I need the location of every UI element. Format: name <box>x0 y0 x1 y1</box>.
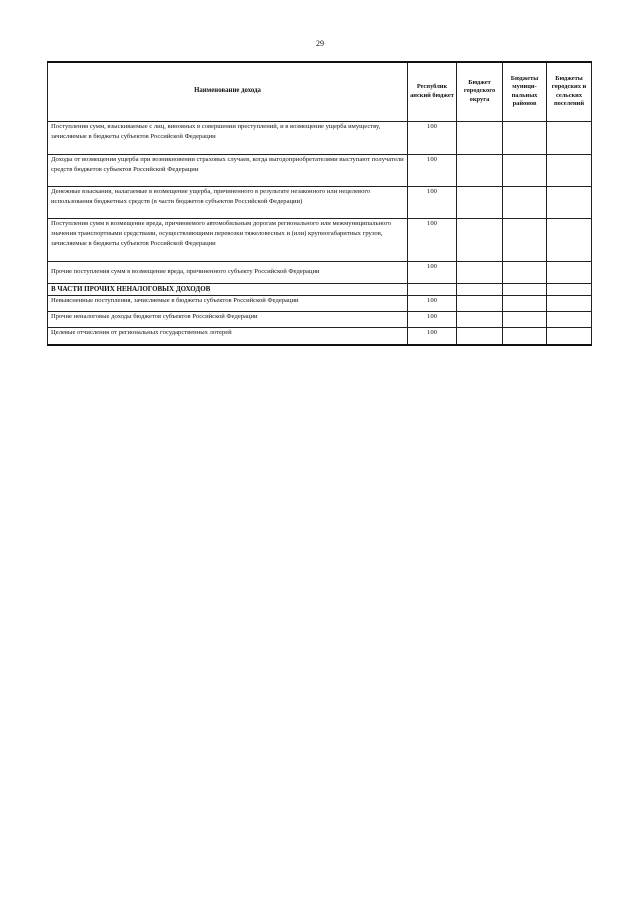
header-settlement-budgets: Бюджеты городских и сельских поселений <box>547 62 592 121</box>
revenue-name-cell: Поступления сумм, взыскиваемые с лиц, виновных в совершении преступлений, и в возмещение ущерба имуществу, зачисляемые в бюджеты субъектов Российской Федерации <box>48 121 408 154</box>
revenue-name-cell: Прочие поступления сумм в возмещение вреда, причиненного субъекту Российской Федерации <box>48 261 408 283</box>
settlement-value-cell <box>547 295 592 311</box>
municipal-value-cell <box>503 218 547 261</box>
empty-cell <box>503 283 547 295</box>
header-revenue-name: Наименование дохода <box>48 62 408 121</box>
city-value-cell <box>457 327 503 345</box>
city-value-cell <box>457 295 503 311</box>
city-value-cell <box>457 311 503 327</box>
empty-cell <box>547 283 592 295</box>
settlement-value-cell <box>547 154 592 186</box>
municipal-value-cell <box>503 311 547 327</box>
republic-value-cell: 100 <box>408 261 457 283</box>
empty-cell <box>457 283 503 295</box>
revenue-distribution-table <box>47 61 592 346</box>
settlement-value-cell <box>547 311 592 327</box>
revenue-name-cell: Денежные взыскания, налагаемые в возмещение ущерба, причиненного в результате незаконного или нецелевого использования бюджетных средств (в части бюджетов субъектов Российской Федерации) <box>48 186 408 218</box>
settlement-value-cell <box>547 218 592 261</box>
city-value-cell <box>457 121 503 154</box>
header-municipal-budgets: Бюджеты муници- пальных районов <box>503 62 547 121</box>
revenue-name-cell: Доходы от возмещения ущерба при возникновении страховых случаев, когда выгодоприобретателями выступают получатели средств бюджетов субъектов Российской Федерации <box>48 154 408 186</box>
table-row <box>48 311 592 327</box>
empty-cell <box>408 283 457 295</box>
municipal-value-cell <box>503 327 547 345</box>
municipal-value-cell <box>503 121 547 154</box>
table-row <box>48 121 592 154</box>
header-row <box>48 62 592 121</box>
republic-value-cell: 100 <box>408 311 457 327</box>
settlement-value-cell <box>547 327 592 345</box>
republic-value-cell: 100 <box>408 154 457 186</box>
republic-value-cell: 100 <box>408 186 457 218</box>
revenue-name-cell: Поступления сумм в возмещение вреда, причиняемого автомобильным дорогам регионального или межмуниципального значения транспортными средствами, осуществляющими перевозки тяжеловесных и (или) крупногабаритных грузов, зачисляемые в бюджеты субъектов Российской Федерации <box>48 218 408 261</box>
revenue-name-cell: Целевые отчисления от региональных государственных лотерей <box>48 327 408 345</box>
city-value-cell <box>457 261 503 283</box>
table-row <box>48 218 592 261</box>
city-value-cell <box>457 186 503 218</box>
table-row <box>48 261 592 283</box>
municipal-value-cell <box>503 154 547 186</box>
city-value-cell <box>457 218 503 261</box>
municipal-value-cell <box>503 295 547 311</box>
table-row <box>48 327 592 345</box>
table-row <box>48 295 592 311</box>
header-republic-budget: Республик анский бюджет <box>408 62 457 121</box>
republic-value-cell: 100 <box>408 295 457 311</box>
republic-value-cell: 100 <box>408 218 457 261</box>
city-value-cell <box>457 154 503 186</box>
revenue-name-cell: Невыясненные поступления, зачисляемые в бюджеты субъектов Российской Федерации <box>48 295 408 311</box>
municipal-value-cell <box>503 186 547 218</box>
settlement-value-cell <box>547 186 592 218</box>
section-title: В ЧАСТИ ПРОЧИХ НЕНАЛОГОВЫХ ДОХОДОВ <box>48 283 408 295</box>
settlement-value-cell <box>547 261 592 283</box>
municipal-value-cell <box>503 261 547 283</box>
table-row <box>48 186 592 218</box>
settlement-value-cell <box>547 121 592 154</box>
page-number: 29 <box>316 39 324 48</box>
section-header-row <box>48 283 592 295</box>
revenue-name-cell: Прочие неналоговые доходы бюджетов субъектов Российской Федерации <box>48 311 408 327</box>
header-city-budget: Бюджет городского округа <box>457 62 503 121</box>
table-row <box>48 154 592 186</box>
republic-value-cell: 100 <box>408 327 457 345</box>
republic-value-cell: 100 <box>408 121 457 154</box>
